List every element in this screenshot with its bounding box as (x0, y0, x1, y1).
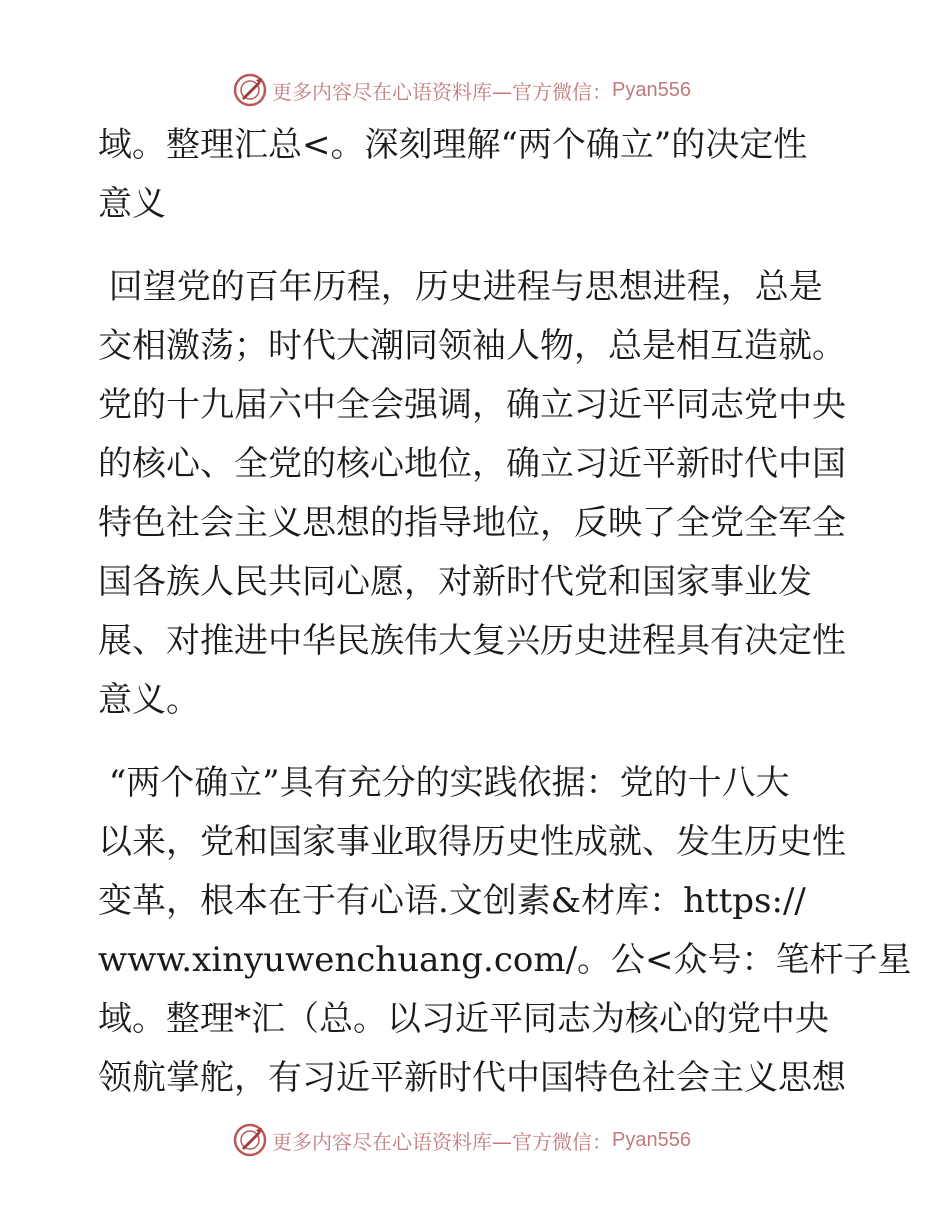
paragraph (98, 258, 858, 730)
text-line: 党的十九届六中全会强调，确立习近平同志党中央 (98, 385, 846, 425)
text-line: 意义。 (98, 680, 200, 720)
banner-text: 更多内容尽在心语资料库—官方微信： (272, 1129, 612, 1154)
text-line: 意义 (98, 184, 166, 224)
footer-banner (232, 1120, 691, 1160)
text-line: 交相激荡；时代大潮同领袖人物，总是相互造就。 (98, 326, 846, 366)
text-line: www.xinyuwenchuang.com/。公<众号：笔杆子星 (98, 940, 912, 980)
text-line: 回望党的百年历程，历史进程与思想进程，总是 (98, 267, 823, 307)
header-banner (232, 70, 691, 110)
text-line: 国各族人民共同心愿，对新时代党和国家事业发 (98, 562, 812, 602)
document-body (98, 116, 912, 1108)
wechat-handle: Pyan556 (612, 78, 691, 101)
text-line: 领航掌舵，有习近平新时代中国特色社会主义思想 (98, 1058, 846, 1098)
text-line: 特色社会主义思想的指导地位，反映了全党全军全 (98, 503, 846, 543)
brand-logo-icon (232, 72, 268, 108)
banner-text: 更多内容尽在心语资料库—官方微信： (272, 79, 612, 104)
text-line: 变革，根本在于有心语.文创素&材库：https:// (98, 881, 806, 921)
text-line: 的核心、全党的核心地位，确立习近平新时代中国 (98, 444, 846, 484)
text-line: 以来，党和国家事业取得历史性成就、发生历史性 (98, 822, 846, 862)
text-line: 域。整理汇总<。深刻理解“两个确立”的决定性 (98, 125, 808, 165)
text-line: “两个确立”具有充分的实践依据：党的十八大 (98, 763, 790, 803)
paragraph-heading-fragment (98, 116, 858, 234)
text-line: 展、对推进中华民族伟大复兴历史进程具有决定性 (98, 621, 846, 661)
brand-logo-icon (232, 1122, 268, 1158)
paragraph (98, 754, 912, 1108)
text-line: 域。整理*汇（总。以习近平同志为核心的党中央 (98, 999, 829, 1039)
wechat-handle: Pyan556 (612, 1128, 691, 1151)
